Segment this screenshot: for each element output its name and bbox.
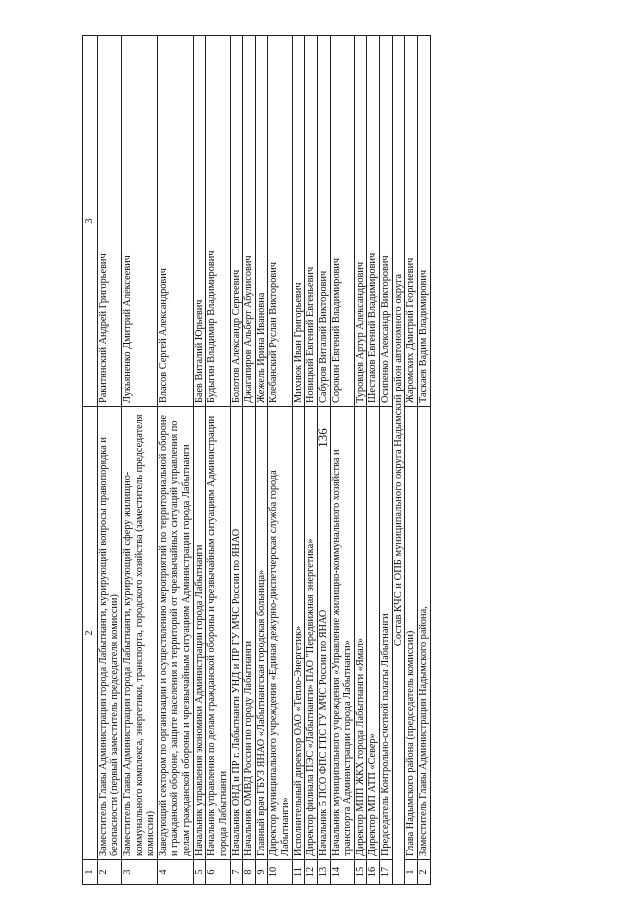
row-number: 12: [305, 860, 318, 885]
table-row: [230, 36, 243, 885]
row-number: 1: [405, 860, 418, 885]
row-position: Директор муниципального учреждения «Единая дежурно-диспетчерская служба города Лабытнанги»: [268, 407, 292, 860]
row-number: 11: [292, 860, 305, 885]
row-number: 13: [317, 860, 330, 885]
row-number: 6: [206, 860, 230, 885]
table-row: [380, 36, 393, 885]
row-number: 5: [193, 860, 206, 885]
row-person-name: Сорокин Евгений Владимирович: [330, 36, 354, 407]
row-position: Директор МПП ЖКХ города Лабытнанги «Ямал»: [354, 407, 367, 860]
row-person-name: Шестаков Евгений Владимирович: [367, 36, 380, 407]
row-person-name: Лукьяненко Дмитрий Алексеевич: [121, 36, 157, 407]
row-number: 3: [121, 860, 157, 885]
row-position: Начальник управления экономики Администрации города Лабытнанги: [193, 407, 206, 860]
row-person-name: Джагапиров Альберт Абулисович: [243, 36, 256, 407]
row-position: Начальник управления по делам гражданской обороны и чрезвычайным ситуациям Администрации города Лабытнанги: [206, 407, 230, 860]
table-row: [354, 36, 367, 885]
table-row: [268, 36, 292, 885]
row-position: Начальник ОНД и ПР г. Лабытнанги УНД и ПР ГУ МЧС России по ЯНАО: [230, 407, 243, 860]
row-person-name: Осипенко Александр Викторович: [380, 36, 393, 407]
row-number: 10: [268, 860, 292, 885]
row-position: Директор филиала ПЭС «Лабытнанги» ПАО "Передвижная энергетика»: [305, 407, 318, 860]
table-row: [243, 36, 256, 885]
row-number: 9: [255, 860, 268, 885]
row-person-name: Баев Виталий Юрьевич: [193, 36, 206, 407]
row-position: Начальник муниципального учреждения «Управление жилищно-коммунального хозяйства и транспорта Администрации города Лабытнанги»: [330, 407, 354, 860]
row-position: Заведующий сектором по организации и осуществлению мероприятий по территориальной обороне и гражданской обороне, защите населения и территорий от чрезвычайных ситуаций управления по делам гражданской обороны и чрезвычайным ситуациям Администрации города Лабытнанги: [157, 407, 193, 860]
row-number: 7: [230, 860, 243, 885]
row-number: 4: [157, 860, 193, 885]
table-header-row: [83, 36, 98, 885]
row-number: 15: [354, 860, 367, 885]
row-person-name: Таскаев Вадим Владимирович: [418, 36, 431, 407]
row-person-name: Туровцев Артур Александрович: [354, 36, 367, 407]
row-position: Директор МП АТП «Север»: [367, 407, 380, 860]
row-position: Заместитель Главы Администрации города Лабытнанги, курирующий сферу жилищно-коммунального комплекса, энергетики, транспорта, городского хозяйства (заместитель председателя комиссии): [121, 407, 157, 860]
table-row: [305, 36, 318, 885]
row-number: 2: [418, 860, 431, 885]
row-position: Исполнительный директор ОАО «Тепло-Энергетик»: [292, 407, 305, 860]
table-row: [317, 36, 330, 885]
table-row: [367, 36, 380, 885]
row-position: Заместитель Главы Администрации Надымского района,: [418, 407, 431, 860]
page-number: 136: [315, 428, 330, 448]
table-row: [405, 36, 418, 885]
row-number: 14: [330, 860, 354, 885]
row-person-name: Будыгин Владимир Владимирович: [206, 36, 230, 407]
table-row: [157, 36, 193, 885]
row-person-name: Болотов Александр Сергеевич: [230, 36, 243, 407]
row-number: 17: [380, 860, 393, 885]
row-position: Главный врач ГБУЗ ЯНАО «Лабытнангская городская больница»: [255, 407, 268, 860]
row-number: 8: [243, 860, 256, 885]
composition-table-sheet: [82, 35, 617, 885]
row-person-name: Власов Сергей Александрович: [157, 36, 193, 407]
header-col-1: 1: [83, 860, 98, 885]
table-row: [121, 36, 157, 885]
table-row: [193, 36, 206, 885]
table-row: [418, 36, 431, 885]
section-title-row: [392, 36, 405, 885]
row-person-name: Сабуров Виталий Викторович: [317, 36, 330, 407]
table-row: [97, 36, 121, 885]
row-person-name: Жаромских Дмитрий Георгиевич: [405, 36, 418, 407]
row-position: Председатель Контрольно-счетной палаты Лабытнанги: [380, 407, 393, 860]
row-number: 2: [97, 860, 121, 885]
header-col-3: 3: [83, 36, 98, 407]
row-position: Начальник ОМВД России по городу Лабытнанги: [243, 407, 256, 860]
row-position: Начальник 5 ПСО ФПС ГПС ГУ МЧС России по ЯНАО: [317, 407, 330, 860]
row-person-name: Клебанский Руслан Викторович: [268, 36, 292, 407]
commission-table: [82, 35, 431, 885]
table-row: [330, 36, 354, 885]
row-person-name: Ракитянский Андрей Григорьевич: [97, 36, 121, 407]
row-person-name: Михнюк Иван Григорьевич: [292, 36, 305, 407]
table-row: [292, 36, 305, 885]
table-row: [255, 36, 268, 885]
row-number: 16: [367, 860, 380, 885]
section-title: Состав КЧС и ОПБ муниципального округа Надымский район автономного округа: [392, 36, 405, 885]
row-position: Заместитель Главы Администрации города Лабытнанги, курирующий вопросы правопорядка и безопасности (первый заместитель председателя комиссии): [97, 407, 121, 860]
table-row: [206, 36, 230, 885]
header-col-2: 2: [83, 407, 98, 860]
row-person-name: Новицкий Евгений Евгеньевич: [305, 36, 318, 407]
row-person-name: Жежель Ирина Ивановна: [255, 36, 268, 407]
row-position: Глава Надымского района (председатель комиссии): [405, 407, 418, 860]
